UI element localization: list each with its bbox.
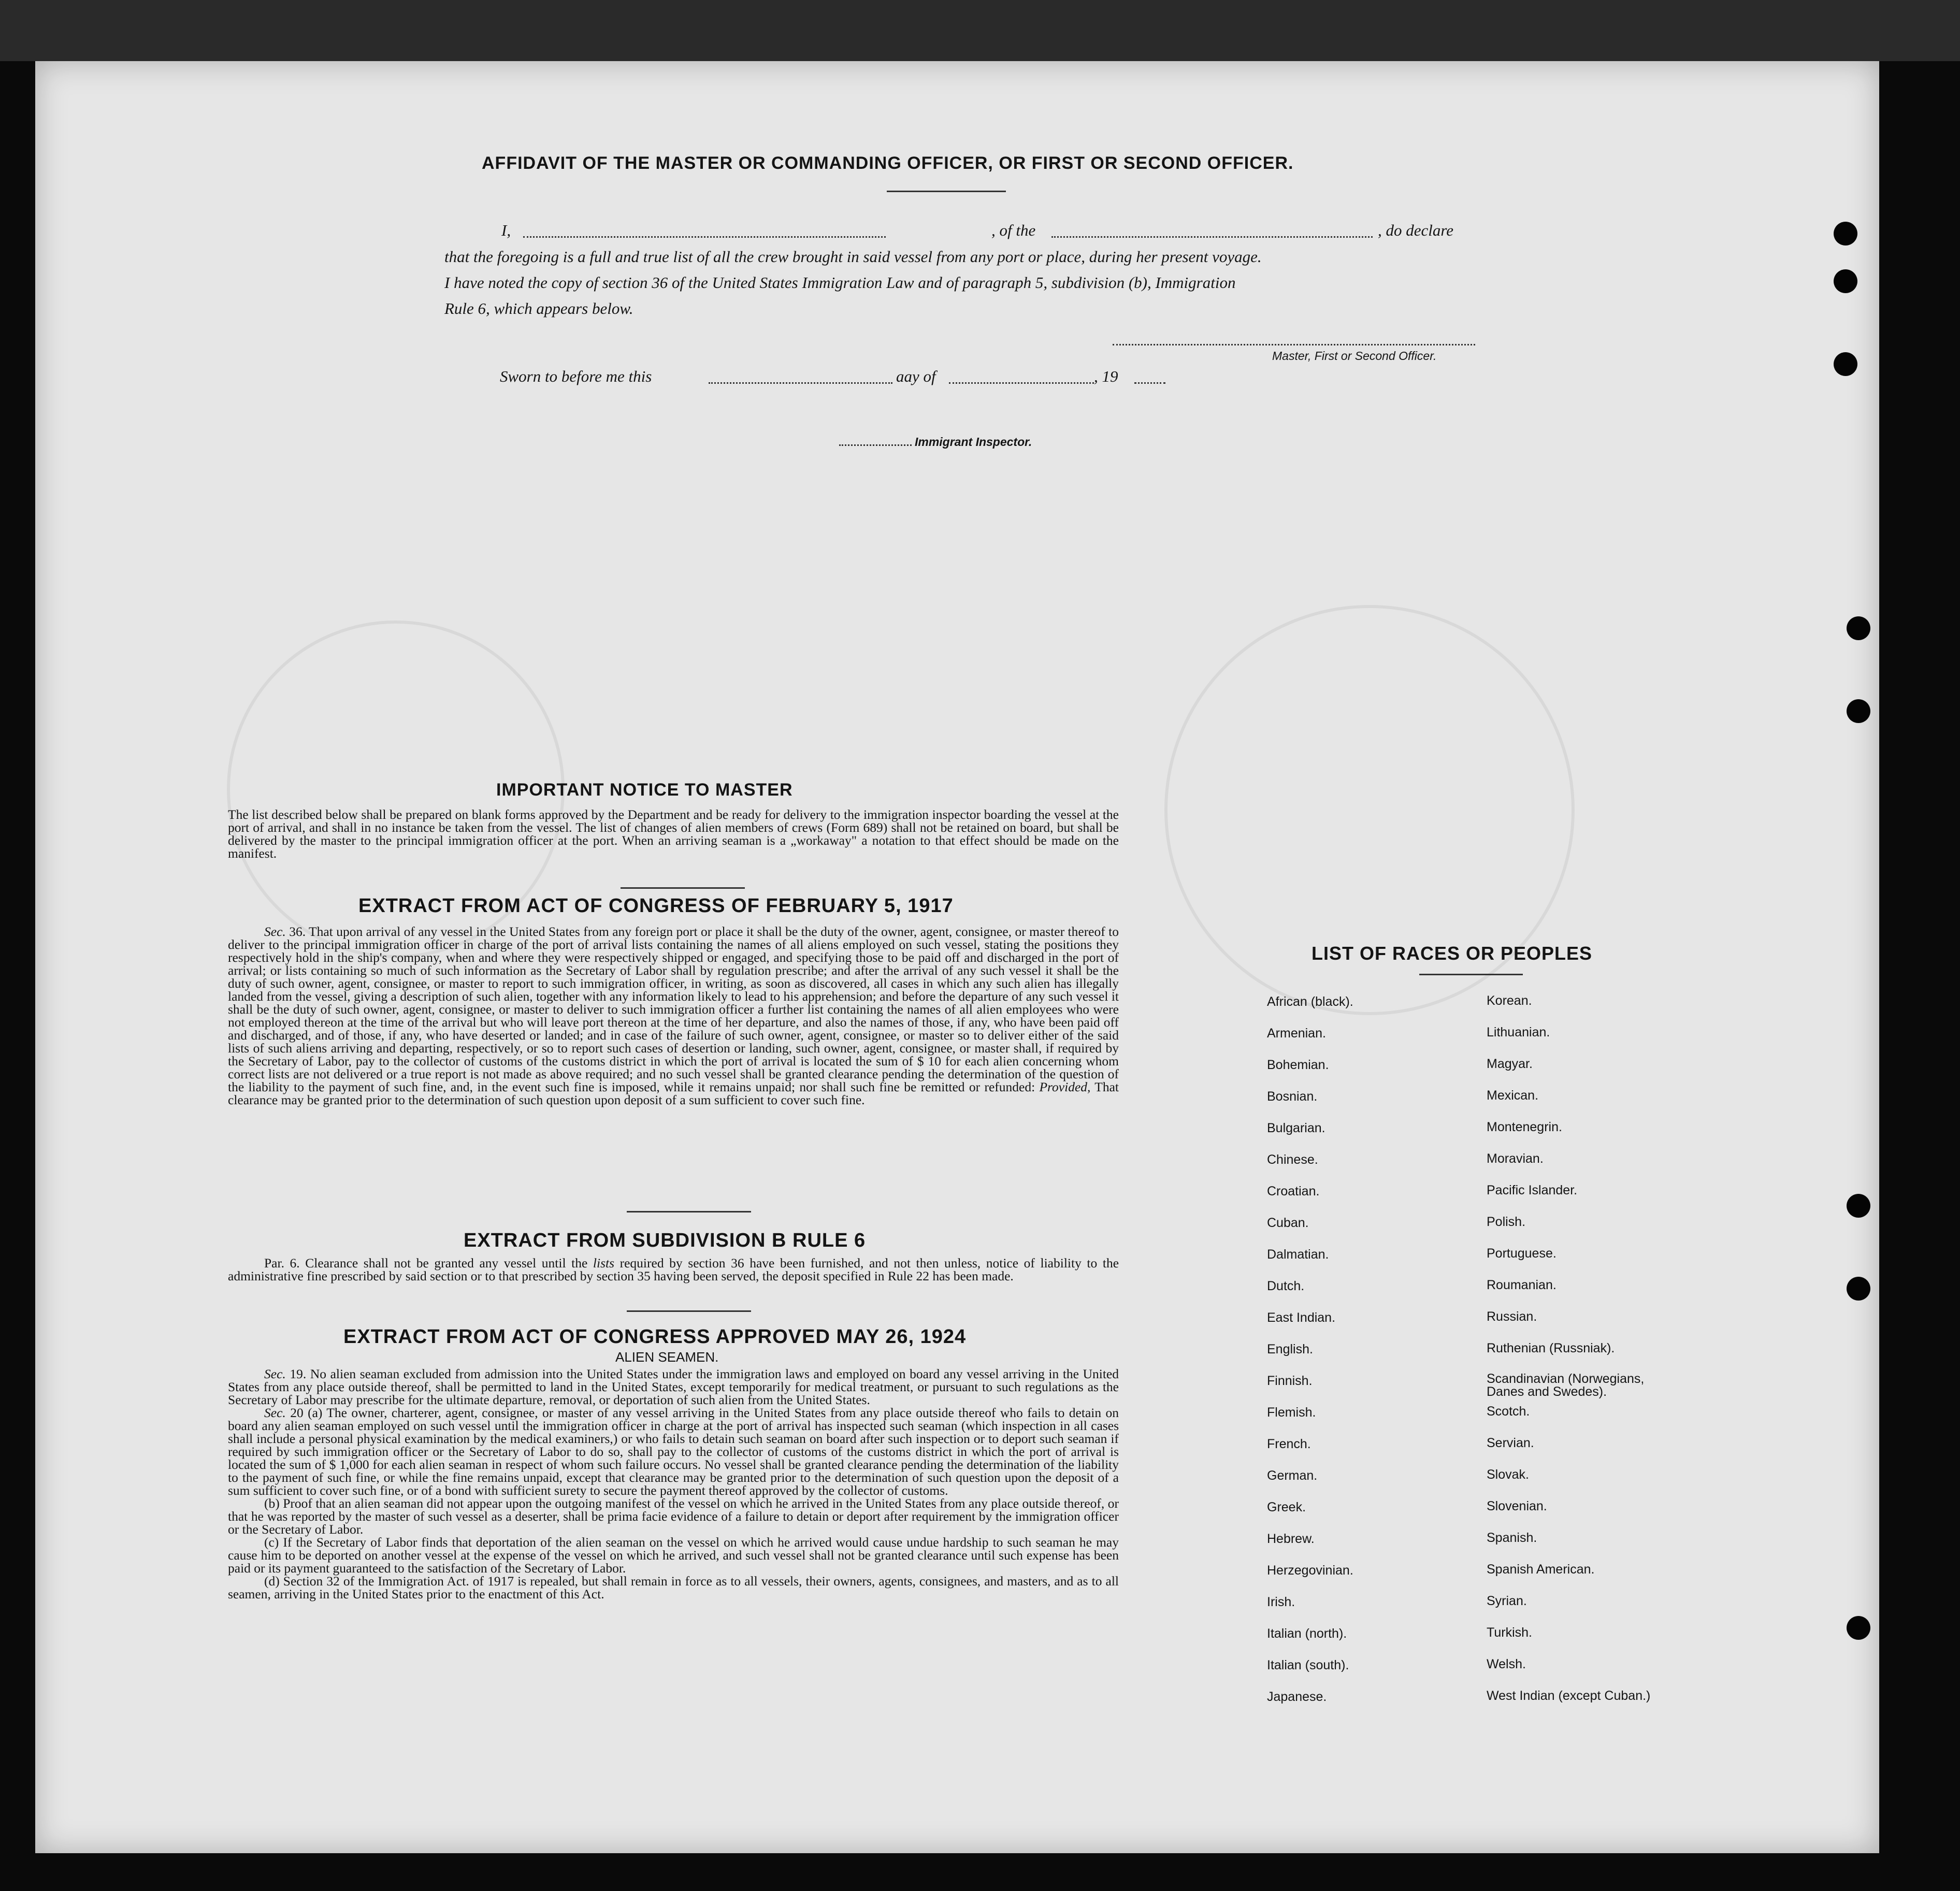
scan-top-edge (0, 0, 1960, 61)
sworn-month-label: aay of (896, 367, 936, 385)
race-item: Portuguese. (1487, 1246, 1557, 1261)
race-item: West Indian (except Cuban.) (1487, 1688, 1651, 1703)
notice-title: IMPORTANT NOTICE TO MASTER (496, 780, 793, 800)
punch-hole (1847, 1194, 1870, 1218)
punch-hole (1834, 222, 1857, 246)
subdiv-b-text (228, 1257, 1119, 1282)
race-item: Dalmatian. (1267, 1247, 1329, 1262)
race-item: English. (1267, 1342, 1313, 1356)
affidavit-line1-i: I, (501, 221, 511, 239)
race-item: Mexican. (1487, 1088, 1539, 1103)
race-item: Greek. (1267, 1500, 1306, 1514)
race-item: Pacific Islander. (1487, 1183, 1578, 1197)
sec19-text: 19. No alien seaman excluded from admission into the United States under the immigration laws and employed on board any vessel arriving in the United States from any place outside thereof, shall be permitted to land in the United States, except temporarily for medical treatment, or pursuant to such regulations as the Secretary of Labor may prescribe for the ultimate departure, removal, or deportation of such alien from the United States. (228, 1366, 1119, 1407)
race-item: Montenegrin. (1487, 1120, 1562, 1134)
race-item: Italian (north). (1267, 1626, 1347, 1641)
race-item: Finnish. (1267, 1374, 1313, 1388)
sworn-before-label: Sworn to before me this (500, 367, 652, 385)
affidavit-line4: Rule 6, which appears below. (444, 299, 633, 317)
race-item: Slovenian. (1487, 1499, 1547, 1513)
races-divider (1419, 974, 1523, 975)
punch-hole (1847, 1277, 1870, 1301)
sec20-label: Sec. (264, 1405, 286, 1420)
race-item: Turkish. (1487, 1625, 1532, 1640)
affidavit-line1-declare: , do declare (1378, 221, 1454, 239)
race-item: Irish. (1267, 1595, 1295, 1609)
subdiv-b-divider (627, 1310, 751, 1312)
sworn-month-field[interactable] (949, 382, 1094, 384)
signature-field[interactable] (1113, 344, 1475, 345)
race-item: Spanish American. (1487, 1562, 1595, 1577)
race-item: Ruthenian (Russniak). (1487, 1341, 1615, 1355)
race-item: Servian. (1487, 1436, 1534, 1450)
race-item: Flemish. (1267, 1405, 1316, 1420)
race-item: Moravian. (1487, 1151, 1544, 1166)
race-item: Bulgarian. (1267, 1121, 1325, 1135)
extract-1924-text (228, 1367, 1119, 1600)
sec20c-paragraph: (c) If the Secretary of Labor finds that deportation of the alien seaman on the vessel on which he arrived would cause undue hardship to such seaman he may cause him to be deported on another vessel at the expense of the vessel on which he arrived, and such vessel shall not be granted clearance until such expense has been paid or its payment guaranteed to the satisfaction of the Secretary of Labor. (228, 1535, 1119, 1576)
punch-hole (1834, 352, 1857, 376)
race-item: Scandinavian (Norwegians, Danes and Swedes). (1487, 1372, 1645, 1399)
race-item: Croatian. (1267, 1184, 1320, 1199)
sec19-paragraph (228, 1367, 1119, 1406)
lists-word: lists (593, 1255, 615, 1271)
punch-hole (1834, 269, 1857, 293)
par6-text-a: Par. 6. Clearance shall not be granted any vessel until the (264, 1255, 588, 1271)
affidavit-line3: I have noted the copy of section 36 of the United States Immigration Law and of paragraph 5, subdivision (b), Immigration (444, 273, 1236, 292)
inspector-label: Immigrant Inspector. (915, 435, 1032, 449)
name-field[interactable] (523, 236, 886, 238)
race-item: Slovak. (1487, 1467, 1529, 1482)
notice-divider (621, 887, 745, 889)
race-item: Scotch. (1487, 1404, 1530, 1419)
race-item: Polish. (1487, 1215, 1526, 1229)
punch-hole (1847, 1616, 1870, 1640)
sworn-day-field[interactable] (709, 382, 892, 384)
signature-label: Master, First or Second Officer. (1272, 349, 1437, 363)
races-right-column (1487, 993, 1694, 1720)
sworn-year-field[interactable] (1134, 382, 1165, 384)
race-item: Dutch. (1267, 1279, 1305, 1293)
sec20b-paragraph: (b) Proof that an alien seaman did not appear upon the outgoing manifest of the vessel on which he arrived in the United States from any place outside thereof, or that he was reported by the master of such vessel as a deserter, shall be prima facie evidence of a failure to detain or deport after requirement by the immigration officer or the Secretary of Labor. (228, 1496, 1119, 1537)
affidavit-title: AFFIDAVIT OF THE MASTER OR COMMANDING OFFICER, OR FIRST OR SECOND OFFICER. (482, 153, 1294, 173)
race-item: Welsh. (1487, 1657, 1526, 1671)
race-item: Korean. (1487, 993, 1532, 1008)
race-item: Bosnian. (1267, 1089, 1318, 1104)
subdiv-b-title: EXTRACT FROM SUBDIVISION B RULE 6 (464, 1230, 866, 1251)
affidavit-line1-of: , of the (991, 221, 1036, 239)
affidavit-divider (887, 191, 1006, 192)
sworn-year-label: , 19 (1094, 367, 1118, 385)
extract-1917-title: EXTRACT FROM ACT OF CONGRESS OF FEBRUARY 5, 1917 (358, 895, 954, 917)
sec19-label: Sec. (264, 1366, 286, 1381)
race-item: Spanish. (1487, 1531, 1537, 1545)
race-item: Hebrew. (1267, 1532, 1315, 1546)
race-item: German. (1267, 1468, 1318, 1483)
punch-hole (1847, 616, 1870, 640)
race-item: Italian (south). (1267, 1658, 1349, 1672)
extract-1924-subtitle: ALIEN SEAMEN. (615, 1349, 719, 1365)
race-item: Bohemian. (1267, 1058, 1329, 1072)
affidavit-line2: that the foregoing is a full and true list of all the crew brought in said vessel from any port or place, during her present voyage. (444, 248, 1262, 266)
vessel-field[interactable] (1051, 236, 1373, 238)
races-left-column (1267, 994, 1353, 1721)
race-item: French. (1267, 1437, 1311, 1451)
race-item: East Indian. (1267, 1310, 1336, 1325)
race-item: Armenian. (1267, 1026, 1326, 1041)
extract-1917-text (228, 925, 1119, 1106)
sec20a-text: 20 (a) The owner, charterer, agent, consignee, or master of any vessel arriving in the United States from any place outside thereof who fails to detain on board any alien seaman employed on such vessel until the immigration officer in charge at the port of arrival has inspected such seaman (which inspection in all cases shall include a personal physical examination by the medical examiners,) or who fails to detain such seaman on board after such inspection or to deport such seaman if required by such immigration officer or the Secretary of Labor to do so, shall pay to the collector of customs of the customs district in which the port of arrival is located the sum of $ 1,000 for each alien seaman in respect of whom such failure occurs. No vessel shall be granted clearance pending the determination of the liability to the payment of such fine, or while the fine remains unpaid, except that clearance may be granted prior to the determination of such question upon the deposit of a sum sufficient to cover such fine, or of a bond with sufficient surety to secure the payment thereof approved by the collector of customs. (228, 1405, 1119, 1498)
race-item: Herzegovinian. (1267, 1563, 1353, 1578)
race-item: Syrian. (1487, 1594, 1527, 1608)
sec-label: Sec. (264, 924, 286, 939)
race-item: Lithuanian. (1487, 1025, 1550, 1040)
races-title: LIST OF RACES OR PEOPLES (1312, 943, 1593, 964)
extract-1917-divider (627, 1211, 751, 1212)
par6-text-b: required by section 36 have been furnished, and not then unless, notice of liability to the administrative fine prescribed by said section or to that prescribed by section 35 having been served, the deposit specified in Rule 22 has been made. (228, 1255, 1119, 1283)
notice-text: The list described below shall be prepared on blank forms approved by the Department and be ready for delivery to the immigration inspector boarding the vessel at the port of arrival, and shall in no instance be taken from the vessel. The list of changes of alien members of crews (Form 689) shall not be retained on board, but shall be delivered by the master to the principal immigration officer at the port. When an arriving seaman is a „workaway" a notation to that effect should be made on the manifest. (228, 807, 1119, 861)
race-item: Japanese. (1267, 1690, 1327, 1704)
race-item: Cuban. (1267, 1216, 1309, 1230)
race-item: Magyar. (1487, 1057, 1533, 1071)
sec20d-paragraph: (d) Section 32 of the Immigration Act. of 1917 is repealed, but shall remain in force as to all vessels, their owners, agents, consignees, and masters, and as to all seamen, arriving in the United States prior to the enactment of this Act. (228, 1574, 1119, 1601)
sec36-text: 36. That upon arrival of any vessel in the United States from any foreign port or place it shall be the duty of the owner, agent, consignee, or master thereof to deliver to the principal immigration officer in charge of the port of arrival lists containing the names of all aliens employed on such vessel, stating the positions they respectively hold in the ship's company, when and where they were respectively shipped or engaged, and specifying those to be paid off and discharged in the port of arrival; or lists containing so much of such information as the Secretary of Labor shall by regulation prescribe; and after the arrival of any such vessel it shall be the duty of such owner, agent, consignee, or master to report to such immigration officer, in writing, as soon as discovered, all cases in which any such alien has illegally landed from the vessel, giving a description of such alien, together with any information likely to lead to his apprehension; and before the departure of any such vessel it shall be the duty of such owner, agent, consignee, or master to deliver to such immigration officer a further list containing the names of all alien employees who were not employed thereon at the time of the arrival but who will leave port thereon at the time of her departure, and also the names of those, if any, who have been paid off and discharged, and of those, if any, who have deserted or landed; and in case of the failure of such owner, agent, consignee, or master so to deliver either of the said lists of such aliens arriving and departing, respectively, or so to report such cases of desertion or landing, such owner, agent, consignee, or master shall, if required by the Secretary of Labor, pay to the collector of customs of the customs district in which the port of arrival is located the sum of $ 10 for each alien concerning whom correct lists are not delivered or a true report is not made as above required; and no such vessel shall be granted clearance pending the determination of the question of the liability to the payment of such fine, and, in the event such fine is imposed, while it remains unpaid; nor shall such fine be remitted or refunded: (228, 924, 1119, 1094)
provided-label: Provided, (1039, 1079, 1091, 1094)
inspector-signature-field[interactable] (839, 444, 912, 446)
race-item: African (black). (1267, 994, 1353, 1009)
punch-hole (1847, 699, 1870, 723)
extract-1924-title: EXTRACT FROM ACT OF CONGRESS APPROVED MAY 26, 1924 (343, 1326, 967, 1348)
race-item: Russian. (1487, 1309, 1537, 1324)
race-item: Chinese. (1267, 1152, 1318, 1167)
race-item: Roumanian. (1487, 1278, 1557, 1292)
sec36-text-end: That clearance may be granted prior to the determination of such question upon deposit of a sum sufficient to cover such fine. (228, 1079, 1119, 1107)
sec20a-paragraph (228, 1406, 1119, 1497)
